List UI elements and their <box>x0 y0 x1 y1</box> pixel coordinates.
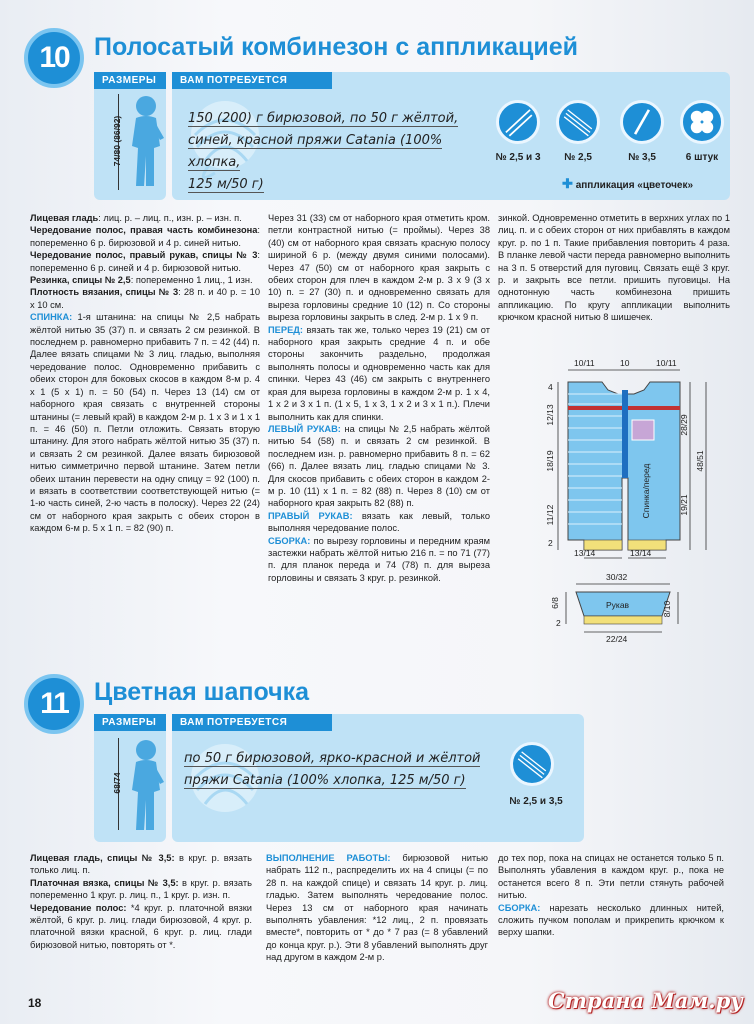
tool-label: № 2,5 и 3 <box>495 152 541 163</box>
diagram-label: 13/14 <box>574 548 596 558</box>
page-number: 18 <box>28 996 42 1010</box>
knitting-needles-icon <box>496 100 540 144</box>
diagram-label: Спинка/перед <box>641 463 651 519</box>
diagram-label: 10/11 <box>574 358 595 368</box>
tool-label: 6 штук <box>685 152 719 163</box>
diagram-label: 28/29 <box>679 414 689 436</box>
sizes-tab: РАЗМЕРЫ <box>94 714 166 731</box>
tool-label: № 3,5 <box>628 152 656 163</box>
diagram-label: 30/32 <box>606 572 628 582</box>
diagram-label: 11/12 <box>545 504 555 526</box>
diagram-label: 13/14 <box>630 548 652 558</box>
size-value: 68/74 <box>112 772 122 794</box>
knitting-needles-icon <box>510 742 554 786</box>
size-value: 74/80 (86/92) <box>112 115 122 167</box>
plus-icon: ✚ <box>562 176 573 191</box>
instructions-column-1: Лицевая гладь, спицы № 3,5: в круг. р. вязать только лиц. п. Платочная вязка, спицы № 3,5: в круг. р. вязать попеременно 1 круг. р. лиц. п., 1 круг. р. изн. п. Чередование полос: *4 круг. р. платочной вязки жёлтой, 6 круг. р. лиц. глади бирюзовой, 4 круг. р. платочной вязки красной, 6 круг. р. лиц. глади бирюзовой нитью, повторять от *. <box>30 853 252 950</box>
pattern-title: Полосатый комбинезон с аппликацией <box>94 33 578 61</box>
diagram-label: 22/24 <box>606 634 628 644</box>
instructions-column-1: Лицевая гладь: лиц. р. – лиц. п., изн. р. – изн. п. Чередование полос, правая часть комбинезона: попеременно 6 р. бирюзовой и 4 р. синей нитью. Чередование полос, правый рукав, спицы № 3: попеременно 6 р. синей и 4 р. бирюзовой нитью. Резинка, спицы № 2,5: попеременно 1 лиц., 1 изн. Плотность вязания, спицы № 3: 28 п. и 40 р. = 10 x 10 см. СПИНКА: 1-я штанина: на спицы № 2,5 набрать жёлтой нитью 35 (37) п. и связать 2 см резинкой. В последнем р. равномерно прибавить 7 п. = 42 (44) п. Далее вязать спицами № 3 лиц. гладью, выполняя чередование полос. Одновременно прибавить с обеих сторон для боковых скосов в каждом 8-м р. 4 x 1 (5 x 1) п. = 50 (54) п. Через 13 (14) см от наборного края связать с внутренней стороны штанины (= левый край) в каждом 2-м р. 1 x 3 и 1 x 1 п. = 46 (50) п. Петли отложить. Связать вторую штанину. Для этого набрать жёлтой нитью 35 (37) п. и связать 2 см резинкой. Далее вязать бирюзовой нитью симметрично первой штанине. Затем петли обеих штанин перевести на одну спицу = 92 (100) п. и вязать в соответствии соответствующей нитью (= 1-ю часть синей, 2-ю часть в полоску). Через 22 (24) см от наборного края закрыть с обеих сторон в каждом 6-м р. 5 x 1 п. = 82 (90) п. <box>30 213 260 534</box>
applique-label: аппликация «цветочек» <box>575 180 694 191</box>
yarn-description <box>184 748 484 792</box>
crochet-hook-icon <box>620 100 664 144</box>
jumpsuit-diagram <box>540 354 740 650</box>
diagram-label: 2 <box>548 538 553 548</box>
instructions-column-2: ВЫПОЛНЕНИЕ РАБОТЫ: бирюзовой нитью набрать 112 п., распределить их на 4 спицы (= по 28 п. на каждой спице) и связать 14 круг. р. лиц. гладью. Затем выполнять чередование полос. Через 13 см от наборного края начинать выполнять убавления: *12 лиц., 2 п. провязать вместе*, повторить от * до * 7 раз (= 8 убавлений до конца круг. р.). Эти 8 убавлений выполнять друг над другом в каждом 2-м р. <box>266 853 488 963</box>
yarn-line: синей, красной пряжи Catania (100% хлопка, <box>188 133 443 170</box>
baby-silhouette-icon <box>126 94 166 190</box>
diagram-label: 48/51 <box>695 450 705 472</box>
diagram-label: 6/8 <box>550 597 560 609</box>
yarn-line: пряжи Catania (100% хлопка, 125 м/50 г) <box>184 773 466 788</box>
pattern-number-badge: 11 <box>24 674 84 734</box>
tool-label: № 2,5 <box>564 152 592 163</box>
diagram-label: Рукав <box>606 600 630 610</box>
instructions-column-3: зинкой. Одновременно отметить в верхних углах по 1 лиц. п. и с обеих сторон от них прибавлять в каждом круг. р. по 1 п. Такие прибавления повторить 4 раза. В планке левой части переда равномерно выполнить на 3 п. 5 отверстий для пуговиц. Связать ещё 3 круг. р. и закрыть все петли. пришить пуговицы. На однотонную часть комбинезона пришить аппликацию. По кругу аппликации выполнить крючком красной нитью 8 шишечек. <box>498 213 730 323</box>
pattern-number-badge: 10 <box>24 28 84 88</box>
instructions-column-2: Через 31 (33) см от наборного края отметить кром. петли контрастной нитью (= проймы). Через 38 (40) см от наборного края связать красную полосу шириной 6 р. (между двумя синими полосами). Через 47 (50) см от наборного края закрыть с обеих сторон для плеч в каждом 2-м р. 3 x 9 (3 x 10) п. = 27 (30) п. и одновременно связать для выреза горловины средние 10 (12) п. Со стороны выреза горловины закрыть в след. 2-м р. 1 x 9 п. ПЕРЕД: вязать так же, только через 19 (21) см от наборного края закрыть средние 4 п. и обе стороны закончить раздельно, продолжая выполнять полосы и одновременно часть как для спинки. Через 43 (46) см закрыть с внутреннего края для выреза горловины в каждом 2-м р. 1 x 4, 1 x 2 и 3 x 1 п. (1 x 5, 1 x 3, 1 x 2 и 3 x 1 п.). Плечи выполнить как для спинки. ЛЕВЫЙ РУКАВ: на спицы № 2,5 набрать жёлтой нитью 54 (58) п. и связать 2 см резинкой. В последнем изн. р. равномерно прибавить 8 п. = 62 (66) п. Далее вязать лиц. гладью спицами № 3. Для скосов прибавить с обеих сторон в каждом 2-м р. 10 (11) x 1 п. = 82 (88) п. Через 8 (10) см от наборного края закрыть 82 (88) п. ПРАВЫЙ РУКАВ: вязать как левый, только выполняя чередование полос. СБОРКА: по вырезу горловины и передним краям застежки набрать жёлтой нитью 216 п. = по 71 (77) п. для планок переда и 74 (78) п. для выреза горловины и связать 3 круг. р. резинкой. <box>268 213 491 583</box>
tool-label: № 2,5 и 3,5 <box>509 796 563 807</box>
buttons-icon <box>680 100 724 144</box>
yarn-line: 125 м/50 г) <box>188 177 264 192</box>
instructions-column-3: до тех пор, пока на спицах не останется только 5 п. Выполнять убавления в каждом круг. р., пока не останется всего 8 п. Эти петли стянуть рабочей нитью. СБОРКА: нарезать несколько длинных нитей, сложить пучком пополам и прикрепить крючком к верху шапки. <box>498 853 724 938</box>
diagram-label: 4 <box>548 382 553 392</box>
diagram-label: 8/10 <box>662 600 672 618</box>
diagram-label: 10/11 <box>656 358 677 368</box>
applique-note <box>562 176 693 192</box>
diagram-label: 10 <box>620 358 630 368</box>
circular-needles-icon <box>556 100 600 144</box>
yarn-line: по 50 г бирюзовой, ярко-красной и жёлтой <box>184 751 481 766</box>
diagram-label: 2 <box>556 618 561 628</box>
materials-tab: ВАМ ПОТРЕБУЕТСЯ <box>172 714 332 731</box>
baby-silhouette-icon <box>126 738 166 834</box>
diagram-label: 18/19 <box>545 450 555 472</box>
materials-tab: ВАМ ПОТРЕБУЕТСЯ <box>172 72 332 89</box>
sizes-tab: РАЗМЕРЫ <box>94 72 166 89</box>
pattern-title: Цветная шапочка <box>94 678 310 706</box>
watermark: Страна Мам.ру <box>548 988 743 1013</box>
diagram-label: 12/13 <box>545 404 555 426</box>
yarn-description <box>188 108 478 196</box>
diagram-label: 19/21 <box>679 494 689 516</box>
yarn-line: 150 (200) г бирюзовой, по 50 г жёлтой, <box>188 111 459 126</box>
